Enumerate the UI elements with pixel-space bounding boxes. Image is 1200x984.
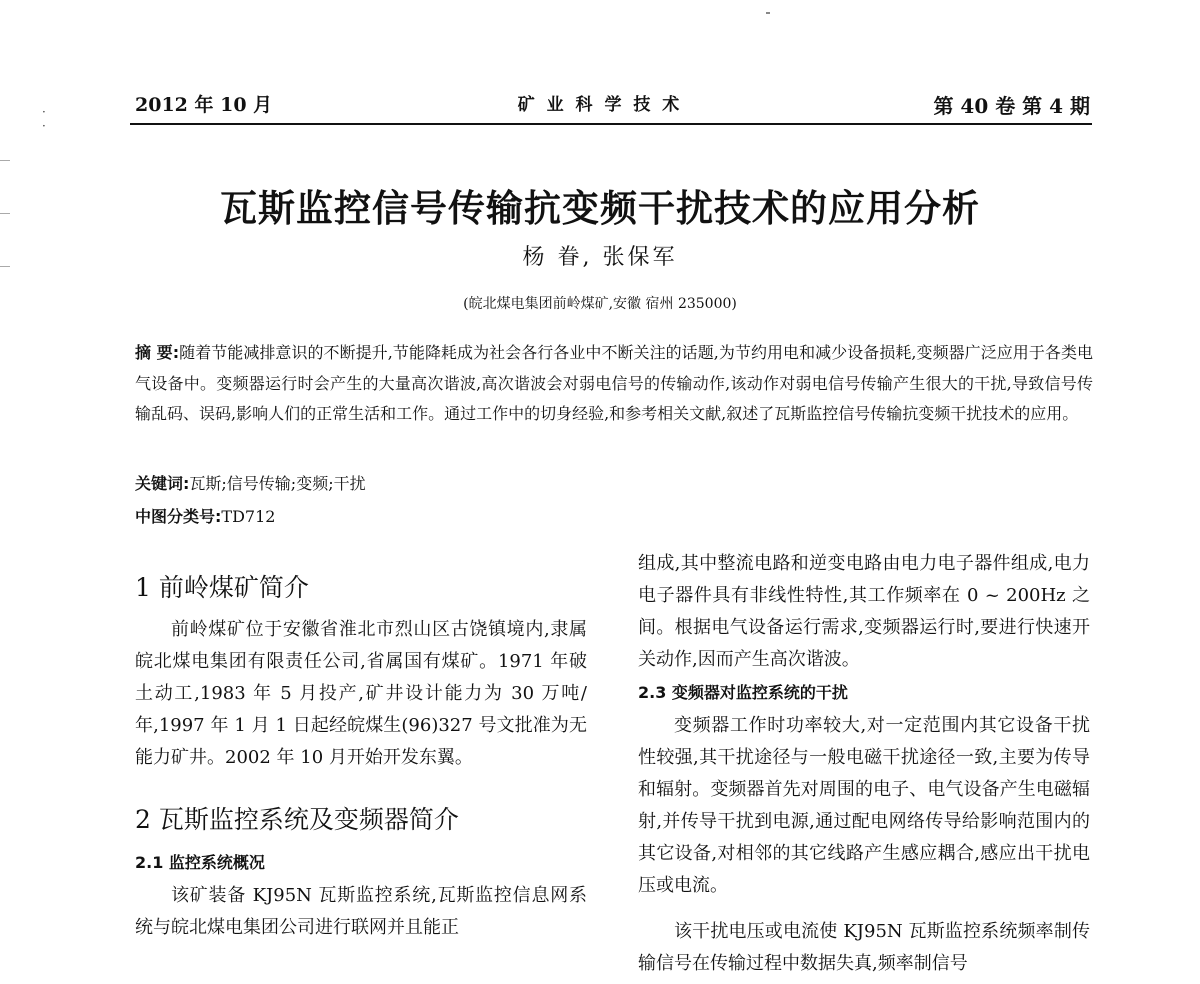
subsection-2-1-paragraph: 该矿装备 KJ95N 瓦斯监控系统,瓦斯监控信息网系统与皖北煤电集团公司进行联网并且能正: [135, 885, 587, 938]
scan-speck: [766, 12, 770, 14]
right-column: [638, 548, 1090, 980]
header-rule: [130, 123, 1092, 125]
edge-tick: [0, 160, 10, 161]
section-1-heading: 1 前岭煤矿简介: [135, 573, 309, 602]
keywords-text: 瓦斯;信号传输;变频;干扰: [189, 474, 366, 493]
subsection-2-3-heading: 2.3 变频器对监控系统的干扰: [638, 683, 848, 702]
keywords: [135, 471, 366, 494]
abstract: [135, 338, 1093, 430]
subsection-2-3-paragraph-1: 变频器工作时功率较大,对一定范围内其它设备干扰性较强,其干扰途径与一般电磁干扰途径一致,主要为传导和辐射。变频器首先对周围的电子、电气设备产生电磁辐射,并传导干扰到电源,通过配电网络传导给影响范围内的其它设备,对相邻的其它线路产生感应耦合,感应出干扰电压或电流。: [638, 715, 1090, 896]
article-authors: 杨 眷, 张保军: [522, 245, 678, 270]
clc-text: TD712: [221, 507, 276, 526]
margin-mark: · ·: [42, 105, 46, 133]
journal-name: 矿 业 科 学 技 术: [517, 95, 683, 115]
abstract-label: 摘 要:: [135, 343, 180, 362]
subsection-2-1-heading: 2.1 监控系统概况: [135, 853, 265, 872]
continued-paragraph: 组成,其中整流电路和逆变电路由电力电子器件组成,电力电子器件具有非线性特性,其工作频率在 0 ~ 200Hz 之间。根据电气设备运行需求,变频器运行时,要进行快速开关动作,因而产生高次谐波。: [638, 553, 1090, 670]
header-date: 2012 年 10 月: [135, 94, 273, 116]
clc-label: 中图分类号:: [135, 507, 222, 526]
left-column: [135, 558, 587, 944]
article-affiliation: (皖北煤电集团前岭煤矿,安徽 宿州 235000): [463, 296, 737, 312]
subsection-2-3-paragraph-2: 该干扰电压或电流使 KJ95N 瓦斯监控系统频率制传输信号在传输过程中数据失真,频率制信号: [638, 921, 1090, 974]
clc-number: [135, 504, 275, 527]
abstract-text: 随着节能减排意识的不断提升,节能降耗成为社会各行各业中不断关注的话题,为节约用电和减少设备损耗,变频器广泛应用于各类电气设备中。变频器运行时会产生的大量高次谐波,高次谐波会对弱电信号的传输动作,该动作对弱电信号传输产生很大的干扰,导致信号传输乱码、误码,影响人们的正常生活和工作。通过工作中的切身经验,和参考相关文献,叙述了瓦斯监控信号传输抗变频干扰技术的应用。: [135, 343, 1093, 423]
section-1-paragraph: 前岭煤矿位于安徽省淮北市烈山区古饶镇境内,隶属皖北煤电集团有限责任公司,省属国有煤矿。1971 年破土动工,1983 年 5 月投产,矿井设计能力为 30 万吨/年,1997 年 1 月 1 日起经皖煤生(96)327 号文批准为无能力矿井。2002 年 10 月开始开发东翼。: [135, 619, 587, 768]
volume-issue: 第 40 卷 第 4 期: [933, 94, 1090, 118]
keywords-label: 关键词:: [135, 474, 190, 493]
section-2-heading: 2 瓦斯监控系统及变频器简介: [135, 805, 459, 834]
article-title: 瓦斯监控信号传输抗变频干扰技术的应用分析: [220, 186, 980, 230]
spacer: [135, 774, 587, 790]
spacer: [638, 902, 1090, 916]
